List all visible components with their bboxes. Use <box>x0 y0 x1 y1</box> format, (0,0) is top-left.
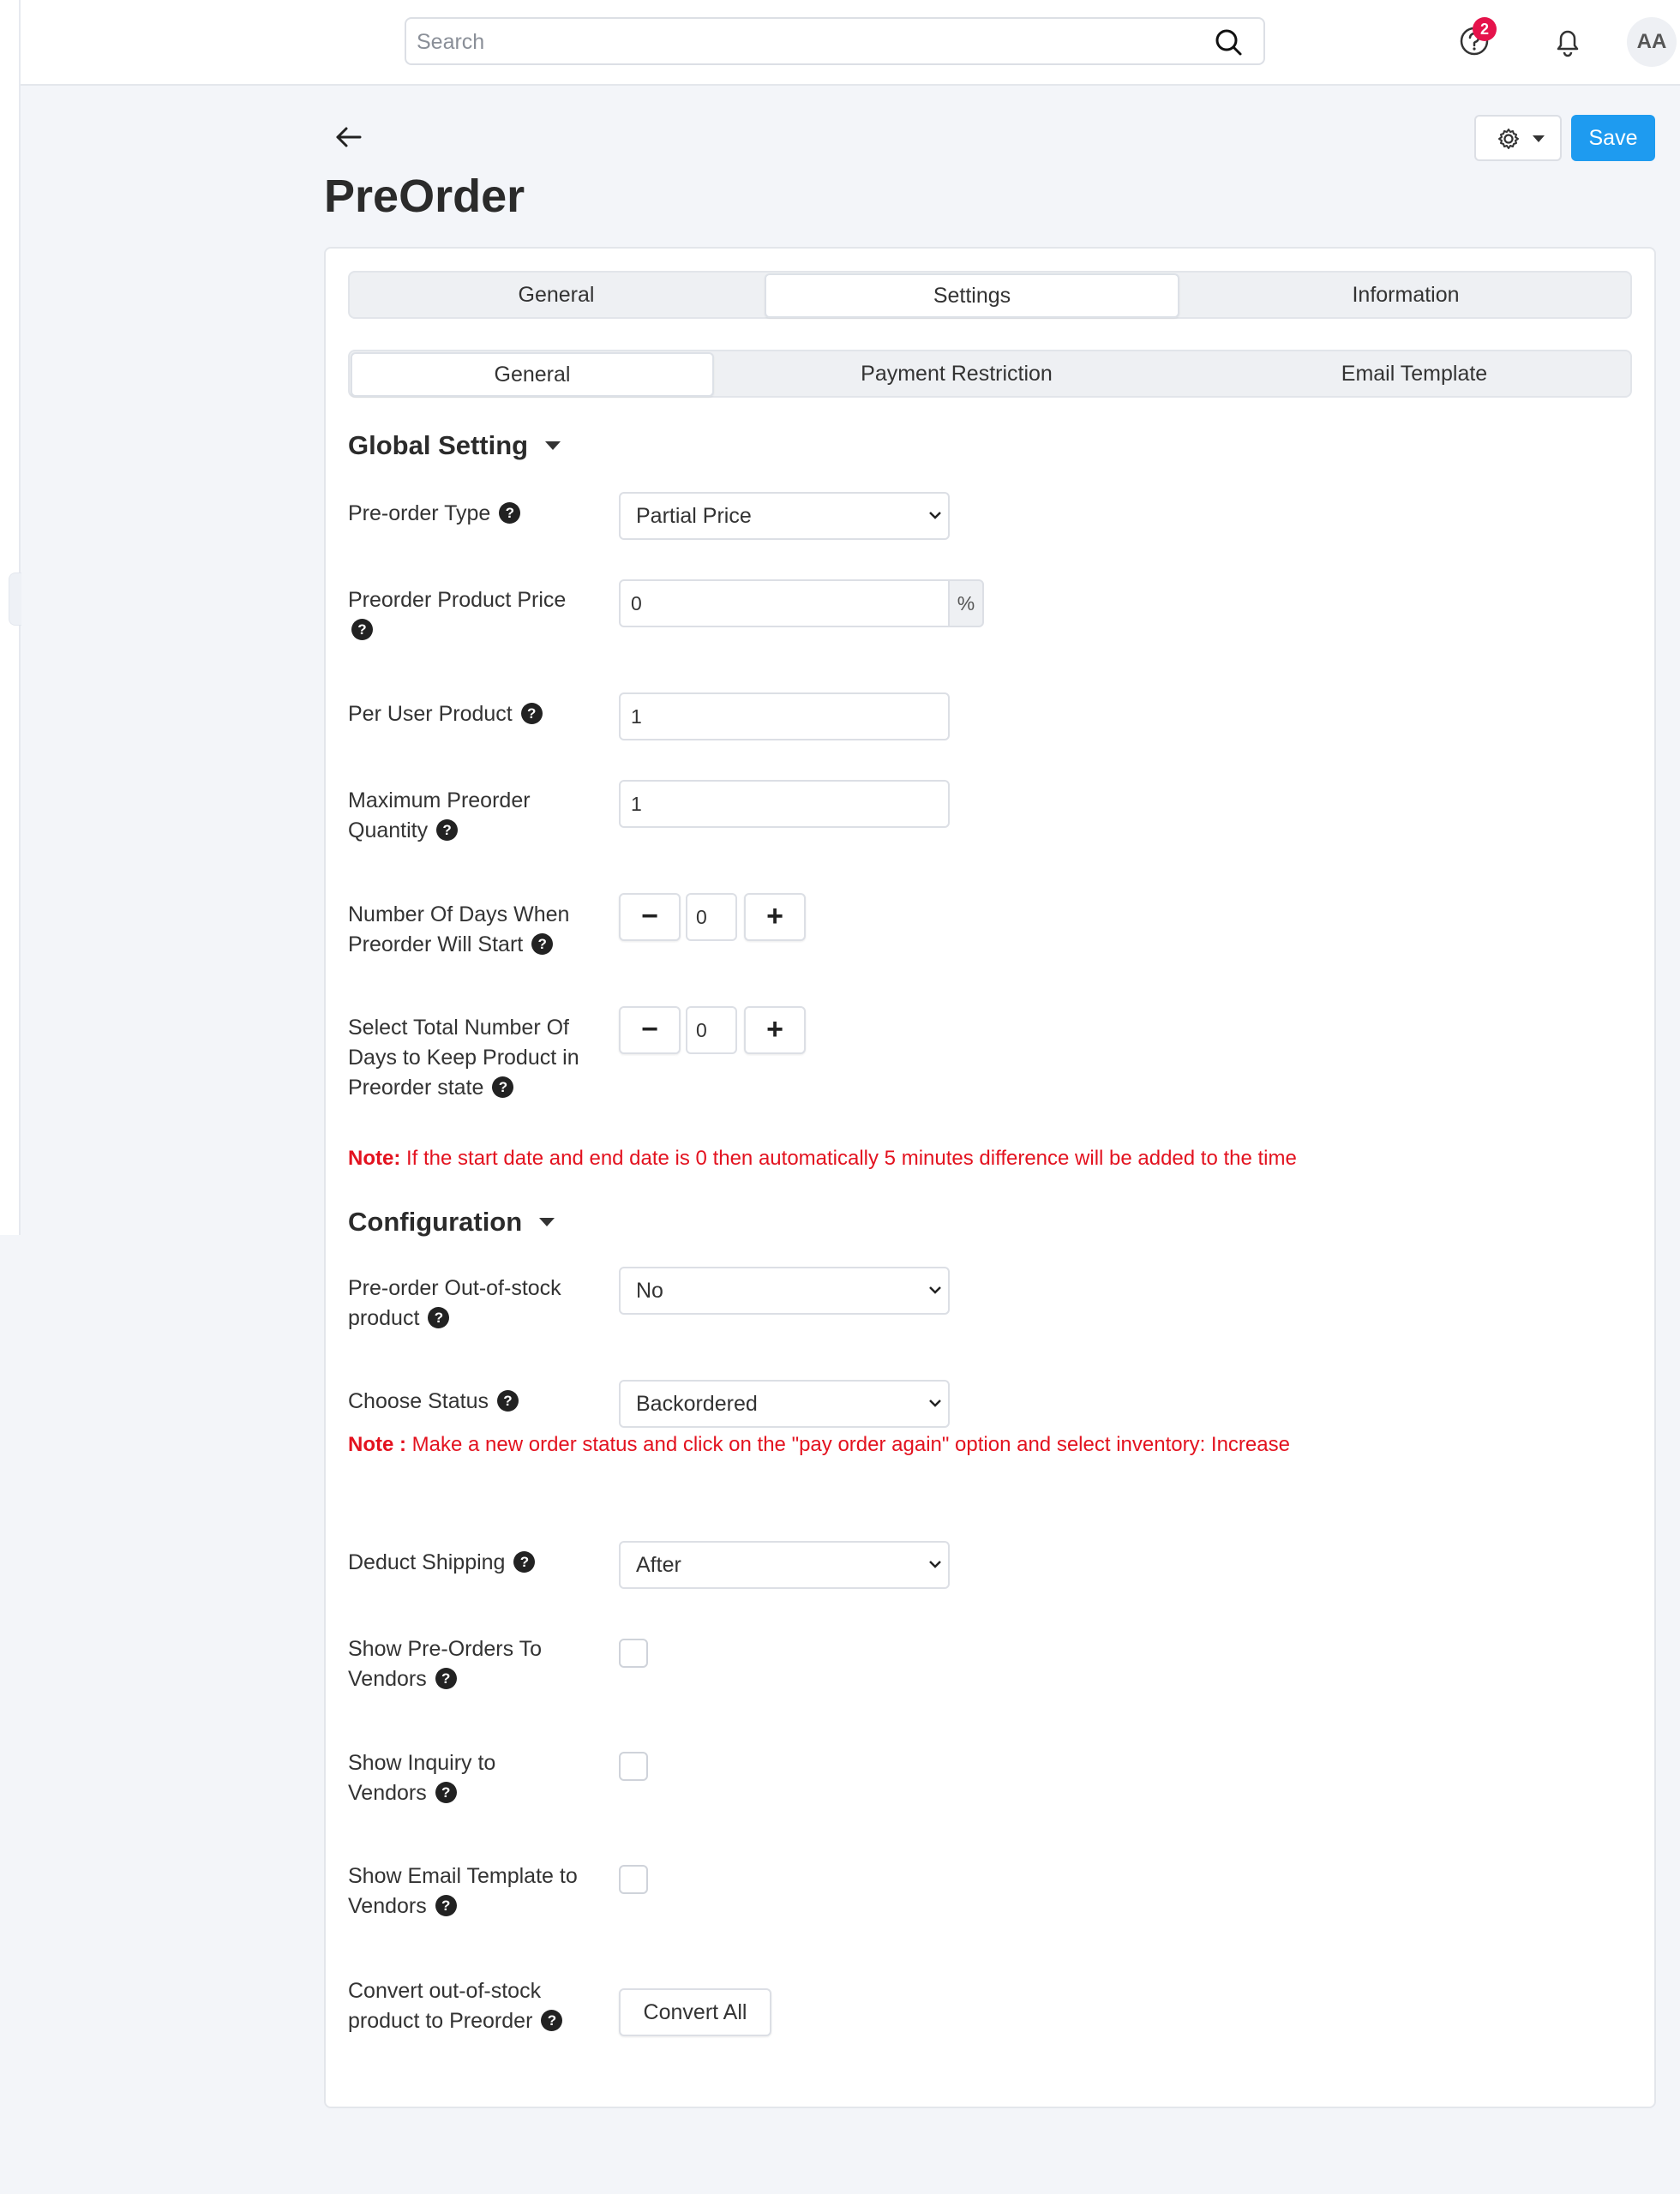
configuration-title[interactable] <box>348 1207 555 1238</box>
start-days-decrement-button[interactable]: − <box>619 893 681 941</box>
show-inquiry-vendors-checkbox[interactable] <box>619 1752 648 1781</box>
question-icon[interactable]: ? <box>499 502 520 524</box>
preorder-price-input[interactable]: 0 <box>619 579 950 627</box>
tab-settings[interactable]: Settings <box>765 273 1179 318</box>
global-setting-title[interactable] <box>348 430 561 461</box>
total-days-input[interactable]: 0 <box>686 1006 737 1054</box>
question-icon[interactable]: ? <box>513 1551 535 1573</box>
chevron-down-icon <box>927 1397 943 1409</box>
avatar[interactable]: AA <box>1627 17 1677 67</box>
preorder-price-label: Preorder Product Price ? <box>348 585 597 645</box>
preorder-type-label: Pre-order Type ? <box>348 499 597 529</box>
show-preorders-vendors-checkbox[interactable] <box>619 1639 648 1668</box>
subtab-payment-restriction[interactable]: Payment Restriction <box>861 362 1053 386</box>
question-icon[interactable]: ? <box>492 1076 513 1098</box>
save-button[interactable]: Save <box>1571 115 1655 161</box>
percent-addon: % <box>948 579 984 627</box>
question-icon[interactable]: ? <box>435 1668 457 1689</box>
total-days-decrement-button[interactable]: − <box>619 1006 681 1054</box>
start-days-input[interactable]: 0 <box>686 893 737 941</box>
section-title-text: Configuration <box>348 1207 523 1237</box>
show-email-vendors-checkbox[interactable] <box>619 1865 648 1894</box>
per-user-product-label: Per User Product ? <box>348 699 597 729</box>
question-icon[interactable]: ? <box>428 1307 449 1328</box>
deduct-shipping-select[interactable]: After <box>619 1541 950 1589</box>
search-input[interactable] <box>415 19 1190 65</box>
deduct-shipping-label: Deduct Shipping ? <box>348 1548 597 1578</box>
arrow-left-icon[interactable] <box>331 122 365 153</box>
choose-status-label: Choose Status ? <box>348 1387 597 1417</box>
show-preorders-vendors-label: Show Pre-Orders To Vendors ? <box>348 1637 543 1691</box>
search-box <box>405 17 1265 65</box>
chevron-down-icon <box>927 1284 943 1296</box>
tab-information[interactable]: Information <box>1352 283 1460 307</box>
start-days-increment-button[interactable]: + <box>744 893 806 941</box>
question-icon[interactable]: ? <box>531 933 553 955</box>
show-inquiry-vendors-label: Show Inquiry to Vendors ? <box>348 1751 496 1805</box>
preorder-type-select[interactable]: Partial Price <box>619 492 950 540</box>
choose-status-note: Note : Make a new order status and click on the "pay order again" option and select inventory: Increase <box>348 1433 1290 1456</box>
section-title-text: Global Setting <box>348 430 529 460</box>
choose-status-select[interactable]: Backordered <box>619 1380 950 1428</box>
chevron-down-icon <box>927 1558 943 1570</box>
caret-down-icon <box>545 441 561 450</box>
convert-label: Convert out-of-stock product to Preorder ? <box>348 1976 588 2036</box>
question-icon[interactable]: ? <box>435 1782 457 1803</box>
sub-tabs <box>348 350 1632 398</box>
chevron-down-icon <box>927 509 943 521</box>
question-icon[interactable]: ? <box>435 1895 457 1916</box>
caret-down-icon <box>1533 135 1545 144</box>
bell-icon[interactable] <box>1551 24 1584 58</box>
max-quantity-input[interactable]: 1 <box>619 780 950 828</box>
out-of-stock-select[interactable]: No <box>619 1267 950 1315</box>
gear-icon <box>1497 127 1521 151</box>
notification-badge: 2 <box>1473 17 1497 41</box>
settings-card <box>324 247 1656 2108</box>
per-user-product-input[interactable]: 1 <box>619 692 950 740</box>
subtab-email-template[interactable]: Email Template <box>1341 362 1488 386</box>
convert-all-button[interactable]: Convert All <box>619 1988 771 2036</box>
top-bar <box>21 0 1680 86</box>
out-of-stock-label: Pre-order Out-of-stock product ? <box>348 1276 561 1330</box>
total-days-label: Select Total Number Of Days to Keep Product in Preorder state ? <box>348 1016 579 1100</box>
settings-dropdown-button[interactable] <box>1474 115 1562 161</box>
main-tabs <box>348 271 1632 319</box>
question-icon[interactable]: ? <box>521 703 543 724</box>
question-icon[interactable]: ? <box>497 1390 519 1412</box>
show-email-vendors-label: Show Email Template to Vendors ? <box>348 1864 578 1918</box>
search-icon[interactable] <box>1214 27 1243 57</box>
question-icon[interactable]: ? <box>541 2010 562 2031</box>
question-icon[interactable]: ? <box>436 819 458 841</box>
start-days-label: Number Of Days When Preorder Will Start ? <box>348 902 570 956</box>
max-quantity-label: Maximum Preorder Quantity ? <box>348 788 531 842</box>
sidebar-toggle-handle[interactable] <box>9 572 21 626</box>
tab-general[interactable]: General <box>518 283 595 307</box>
question-icon[interactable]: ? <box>351 619 373 640</box>
subtab-general[interactable]: General <box>351 352 714 397</box>
page-title: PreOrder <box>324 171 525 222</box>
global-setting-note: Note: If the start date and end date is 0 then automatically 5 minutes difference will be added to the time <box>348 1147 1297 1170</box>
caret-down-icon <box>539 1218 555 1226</box>
total-days-increment-button[interactable]: + <box>744 1006 806 1054</box>
